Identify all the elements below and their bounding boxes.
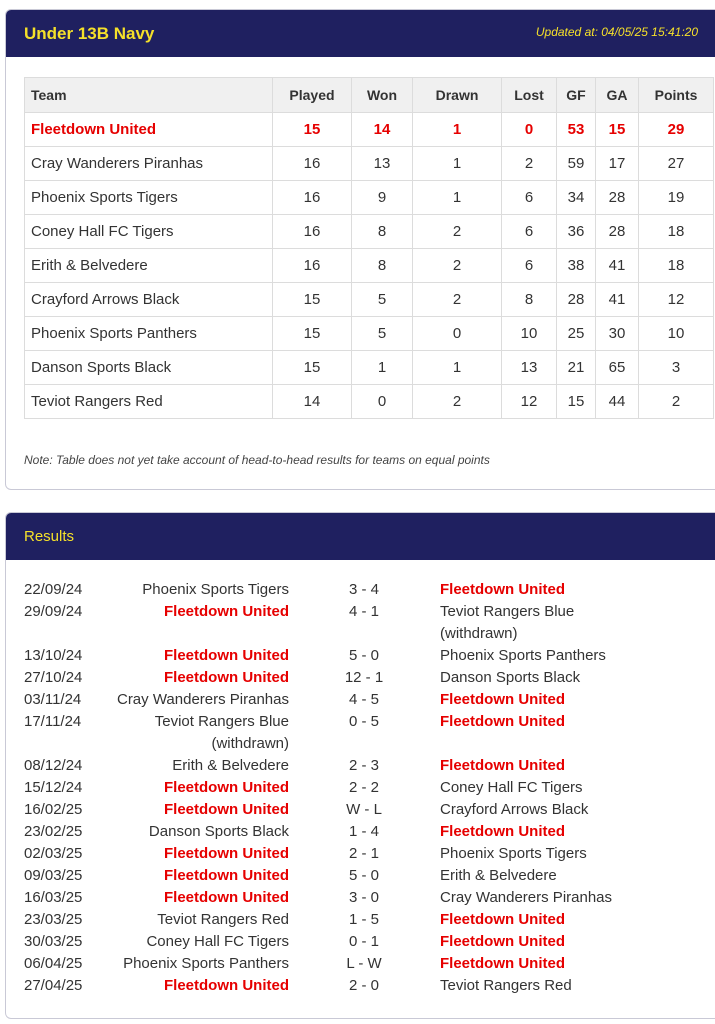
result-score: 4 - 5 [348,691,379,708]
cell-drawn: 0 [413,317,502,351]
league-title: Under 13B Navy [24,24,155,43]
result-home-team: Fleetdown United [164,603,289,620]
results-header [6,513,715,560]
result-home-team: Danson Sports Black [148,823,289,840]
cell-gf: 34 [557,181,596,215]
result-away-team: Teviot Rangers Blue (withdrawn) [440,603,575,642]
result-row [24,821,714,843]
cell-drawn: 1 [413,147,502,181]
table-header-row [25,78,714,113]
cell-gf: 59 [557,147,596,181]
table-row [25,249,714,283]
result-home-team: Fleetdown United [164,845,289,862]
result-date: 29/09/24 [24,603,83,620]
cell-ga: 41 [596,249,639,283]
cell-gf: 28 [557,283,596,317]
result-away-team: Fleetdown United [440,955,565,972]
cell-points: 27 [639,147,714,181]
result-home-team: Fleetdown United [164,669,289,686]
table-row [25,113,714,147]
result-row [24,931,714,953]
result-home-team: Fleetdown United [164,801,289,818]
cell-ga: 44 [596,385,639,419]
result-score: 2 - 1 [348,845,379,862]
cell-points: 18 [639,249,714,283]
result-score: 1 - 4 [348,823,379,840]
cell-team: Teviot Rangers Red [25,385,273,419]
result-home-team: Erith & Belvedere [172,757,289,774]
results-panel [5,512,715,1019]
result-row [24,887,714,909]
result-home-team: Fleetdown United [164,867,289,884]
col-lost: Lost [502,78,557,113]
cell-won: 9 [352,181,413,215]
table-note: Note: Table does not yet take account of head-to-head results for teams on equal points [24,453,490,467]
cell-ga: 15 [596,113,639,147]
cell-team: Erith & Belvedere [25,249,273,283]
cell-ga: 28 [596,181,639,215]
result-row [24,711,714,755]
cell-team: Phoenix Sports Panthers [25,317,273,351]
result-row [24,645,714,667]
cell-won: 0 [352,385,413,419]
table-row [25,215,714,249]
result-away-team: Crayford Arrows Black [440,801,589,818]
result-home-team: Fleetdown United [164,647,289,664]
cell-played: 16 [273,147,352,181]
result-away-team: Fleetdown United [440,933,565,950]
result-date: 23/02/25 [24,823,83,840]
result-away-team: Fleetdown United [440,581,565,598]
cell-won: 8 [352,215,413,249]
result-away-team: Erith & Belvedere [440,867,557,884]
cell-ga: 17 [596,147,639,181]
cell-played: 16 [273,181,352,215]
result-score: 3 - 4 [348,581,379,598]
result-date: 13/10/24 [24,647,83,664]
cell-gf: 36 [557,215,596,249]
cell-won: 1 [352,351,413,385]
result-date: 23/03/25 [24,911,83,928]
result-away-team: Danson Sports Black [440,669,581,686]
cell-points: 3 [639,351,714,385]
result-score: 3 - 0 [348,889,379,906]
cell-won: 13 [352,147,413,181]
cell-gf: 38 [557,249,596,283]
result-home-team: Fleetdown United [164,889,289,906]
result-score: 12 - 1 [344,669,384,686]
result-home-team: Fleetdown United [164,977,289,994]
results-title: Results [24,528,75,545]
cell-points: 12 [639,283,714,317]
cell-played: 15 [273,317,352,351]
result-date: 17/11/24 [24,713,82,730]
cell-team: Coney Hall FC Tigers [25,215,273,249]
result-date: 06/04/25 [24,955,83,972]
col-points: Points [639,78,714,113]
result-home-team: Phoenix Sports Tigers [142,581,289,598]
result-row [24,755,714,777]
cell-lost: 13 [502,351,557,385]
table-row [25,351,714,385]
cell-played: 16 [273,215,352,249]
cell-ga: 65 [596,351,639,385]
cell-team: Cray Wanderers Piranhas [25,147,273,181]
result-date: 08/12/24 [24,757,83,774]
result-home-team: Fleetdown United [164,779,289,796]
cell-lost: 8 [502,283,557,317]
result-row [24,843,714,865]
result-score: 2 - 3 [348,757,379,774]
cell-ga: 28 [596,215,639,249]
cell-drawn: 2 [413,249,502,283]
cell-played: 16 [273,249,352,283]
result-away-team: Cray Wanderers Piranhas [440,889,613,906]
cell-won: 14 [352,113,413,147]
cell-gf: 15 [557,385,596,419]
cell-played: 14 [273,385,352,419]
result-date: 16/03/25 [24,889,83,906]
result-row [24,909,714,931]
result-home-team: Teviot Rangers Red [157,911,289,928]
cell-gf: 25 [557,317,596,351]
result-date: 16/02/25 [24,801,83,818]
result-home-team: Teviot Rangers Blue (withdrawn) [154,713,289,752]
league-table-panel [5,9,715,490]
cell-drawn: 1 [413,351,502,385]
result-date: 30/03/25 [24,933,83,950]
cell-lost: 6 [502,215,557,249]
col-gf: GF [557,78,596,113]
cell-lost: 12 [502,385,557,419]
result-score: 1 - 5 [348,911,379,928]
league-header [6,10,715,57]
cell-lost: 2 [502,147,557,181]
table-row [25,181,714,215]
cell-played: 15 [273,283,352,317]
result-row [24,777,714,799]
table-row [25,317,714,351]
result-score: W - L [346,801,382,818]
result-score: 5 - 0 [348,647,379,664]
result-away-team: Phoenix Sports Panthers [440,647,606,664]
table-row [25,385,714,419]
result-row [24,689,714,711]
result-row [24,975,714,997]
result-date: 09/03/25 [24,867,83,884]
cell-won: 5 [352,317,413,351]
cell-won: 8 [352,249,413,283]
cell-won: 5 [352,283,413,317]
result-row [24,667,714,689]
result-score: 2 - 2 [348,779,379,796]
result-row [24,579,714,601]
cell-drawn: 1 [413,181,502,215]
table-row [25,147,714,181]
result-score: L - W [346,955,382,972]
result-score: 2 - 0 [348,977,379,994]
league-table [24,77,714,419]
result-row [24,799,714,821]
result-home-team: Coney Hall FC Tigers [146,933,289,950]
cell-points: 19 [639,181,714,215]
cell-played: 15 [273,351,352,385]
result-date: 03/11/24 [24,691,82,708]
cell-lost: 6 [502,249,557,283]
cell-lost: 0 [502,113,557,147]
cell-ga: 41 [596,283,639,317]
result-away-team: Fleetdown United [440,823,565,840]
cell-ga: 30 [596,317,639,351]
table-row [25,283,714,317]
cell-team: Danson Sports Black [25,351,273,385]
col-won: Won [352,78,413,113]
cell-points: 10 [639,317,714,351]
result-home-team: Cray Wanderers Piranhas [116,691,289,708]
cell-points: 2 [639,385,714,419]
cell-played: 15 [273,113,352,147]
cell-team: Phoenix Sports Tigers [25,181,273,215]
col-ga: GA [596,78,639,113]
result-score: 0 - 1 [348,933,379,950]
result-away-team: Fleetdown United [440,713,565,730]
result-date: 02/03/25 [24,845,83,862]
result-away-team: Teviot Rangers Red [440,977,572,994]
result-away-team: Fleetdown United [440,757,565,774]
result-score: 5 - 0 [348,867,379,884]
cell-gf: 21 [557,351,596,385]
cell-drawn: 2 [413,215,502,249]
cell-points: 29 [639,113,714,147]
result-row [24,865,714,887]
updated-timestamp: Updated at: 04/05/25 15:41:20 [535,25,698,39]
cell-drawn: 2 [413,385,502,419]
result-away-team: Fleetdown United [440,691,565,708]
result-row [24,953,714,975]
result-row [24,601,714,645]
cell-drawn: 2 [413,283,502,317]
results-list [24,579,714,997]
cell-team: Fleetdown United [25,113,273,147]
result-date: 27/04/25 [24,977,83,994]
cell-lost: 6 [502,181,557,215]
result-score: 0 - 5 [348,713,379,730]
result-home-team: Phoenix Sports Panthers [123,955,289,972]
col-drawn: Drawn [413,78,502,113]
cell-drawn: 1 [413,113,502,147]
result-date: 22/09/24 [24,581,83,598]
result-date: 15/12/24 [24,779,83,796]
result-away-team: Phoenix Sports Tigers [440,845,587,862]
cell-points: 18 [639,215,714,249]
col-played: Played [273,78,352,113]
col-team: Team [25,78,273,113]
cell-team: Crayford Arrows Black [25,283,273,317]
result-date: 27/10/24 [24,669,83,686]
cell-lost: 10 [502,317,557,351]
result-score: 4 - 1 [348,603,379,620]
result-away-team: Fleetdown United [440,911,565,928]
cell-gf: 53 [557,113,596,147]
result-away-team: Coney Hall FC Tigers [440,779,583,796]
